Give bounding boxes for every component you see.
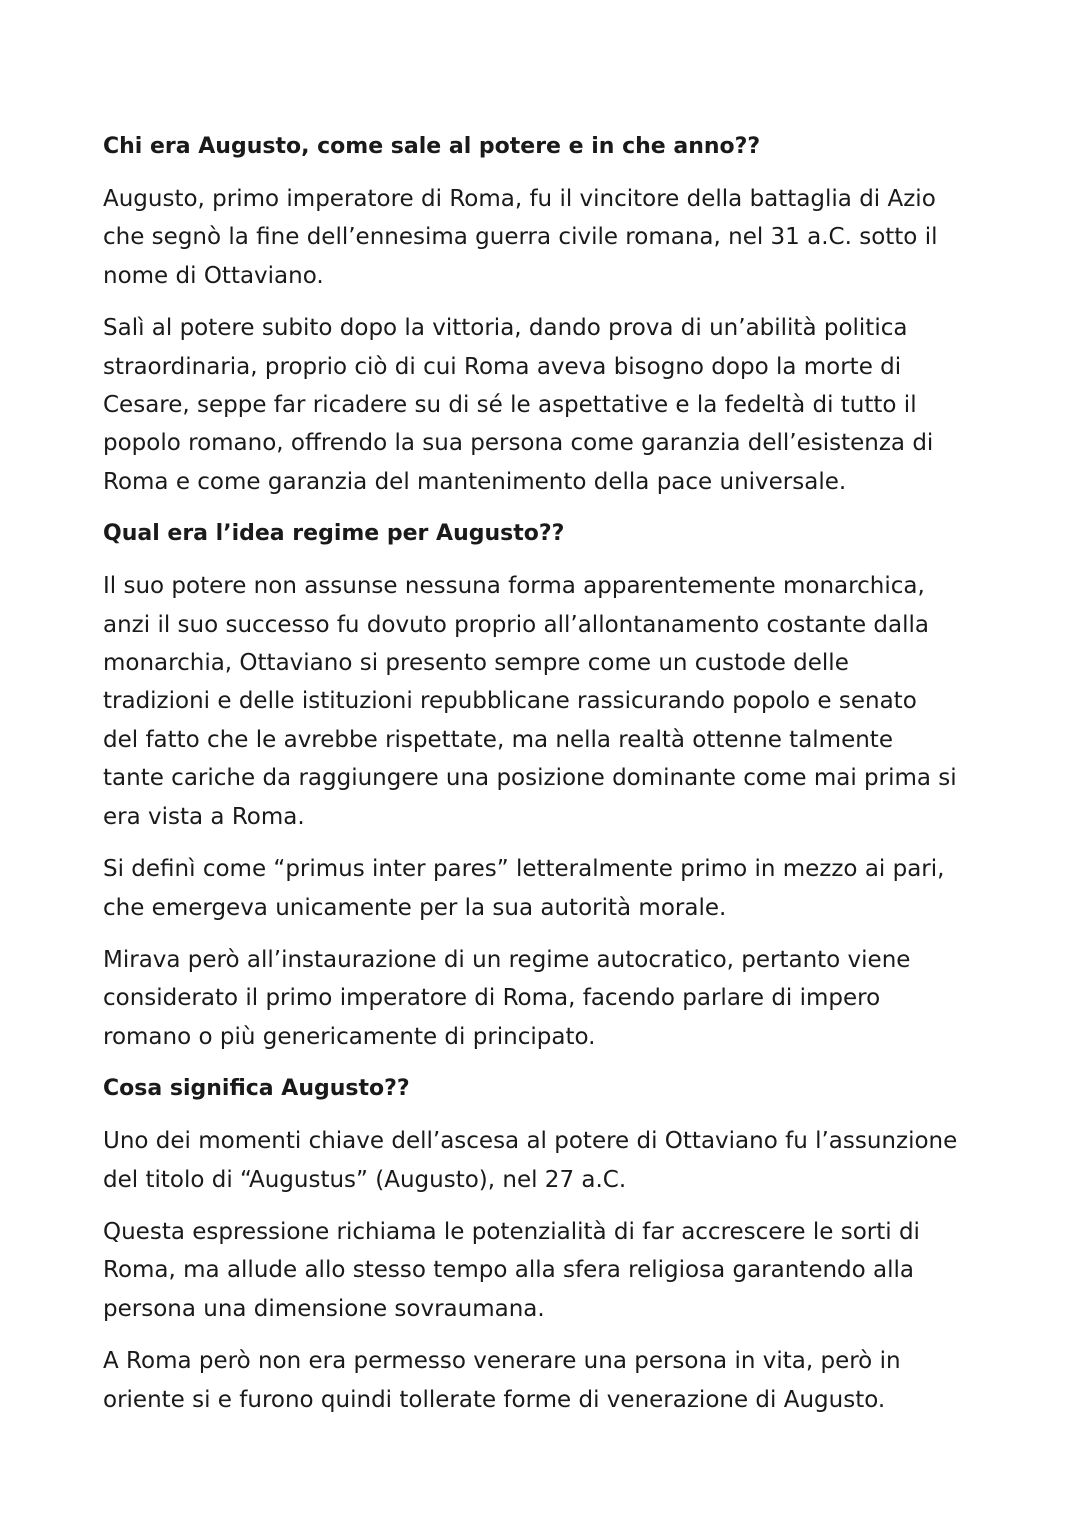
text-line: Si definì come “primus inter pares” letteralmente primo in mezzo ai pari, (103, 856, 945, 883)
text-line: Questa espressione richiama le potenzialità di far accrescere le sorti di (103, 1218, 920, 1245)
paragraph (103, 567, 983, 836)
text-line: monarchia, Ottaviano si presento sempre come un custode delle (103, 650, 849, 677)
paragraph (103, 1342, 983, 1419)
section-heading-3: Cosa significa Augusto?? (103, 1076, 410, 1102)
paragraph (103, 309, 983, 501)
text-line: tradizioni e delle istituzioni repubblicane rassicurando popolo e senato (103, 688, 917, 715)
text-line: Augusto, primo imperatore di Roma, fu il vincitore della battaglia di Azio (103, 186, 936, 212)
paragraph (103, 941, 983, 1056)
text-line: Il suo potere non assunse nessuna forma apparentemente monarchica, (103, 573, 925, 600)
paragraph (103, 1213, 983, 1328)
paragraph (103, 180, 983, 295)
document-page (103, 128, 983, 1433)
text-line: Mirava però all’instaurazione di un regime autocratico, pertanto viene (103, 946, 911, 973)
text-line: Cesare, seppe far ricadere su di sé le aspettative e la fedeltà di tutto il (103, 392, 917, 419)
text-line: oriente si e furono quindi tollerate forme di venerazione di Augusto. (103, 1386, 886, 1413)
text-line: che emergeva unicamente per la sua autorità morale. (103, 894, 727, 921)
text-line: popolo romano, offrendo la sua persona come garanzia dell’esistenza di (103, 430, 934, 457)
text-line: Uno dei momenti chiave dell’ascesa al potere di Ottaviano fu l’assunzione (103, 1128, 958, 1155)
text-line: straordinaria, proprio ciò di cui Roma aveva bisogno dopo la morte di (103, 353, 902, 380)
text-line: considerato il primo imperatore di Roma, facendo parlare di impero (103, 985, 881, 1012)
text-line: Roma e come garanzia del mantenimento della pace universale. (103, 468, 847, 495)
paragraph (103, 850, 983, 927)
paragraph (103, 1122, 983, 1199)
text-line: A Roma però non era permesso venerare una persona in vita, però in (103, 1348, 901, 1375)
text-line: era vista a Roma. (103, 803, 305, 830)
section-heading-1: Chi era Augusto, come sale al potere e in che anno?? (103, 134, 761, 159)
text-line: tante cariche da raggiungere una posizione dominante come mai prima si (103, 765, 957, 792)
text-line: del titolo di “Augustus” (Augusto), nel 27 a.C. (103, 1166, 627, 1193)
text-line: romano o più genericamente di principato. (103, 1023, 596, 1050)
text-line: nome di Ottaviano. (103, 262, 324, 289)
text-line: Roma, ma allude allo stesso tempo alla sfera religiosa garantendo alla (103, 1257, 914, 1284)
text-line: che segnò la fine dell’ennesima guerra civile romana, nel 31 a.C. sotto il (103, 224, 938, 251)
text-line: del fatto che le avrebbe rispettate, ma nella realtà ottenne talmente (103, 726, 893, 753)
section-heading-2: Qual era l’idea regime per Augusto?? (103, 521, 565, 547)
text-line: Salì al potere subito dopo la vittoria, dando prova di un’abilità politica (103, 315, 908, 342)
text-line: anzi il suo successo fu dovuto proprio all’allontanamento costante dalla (103, 611, 929, 638)
text-line: persona una dimensione sovraumana. (103, 1295, 545, 1322)
